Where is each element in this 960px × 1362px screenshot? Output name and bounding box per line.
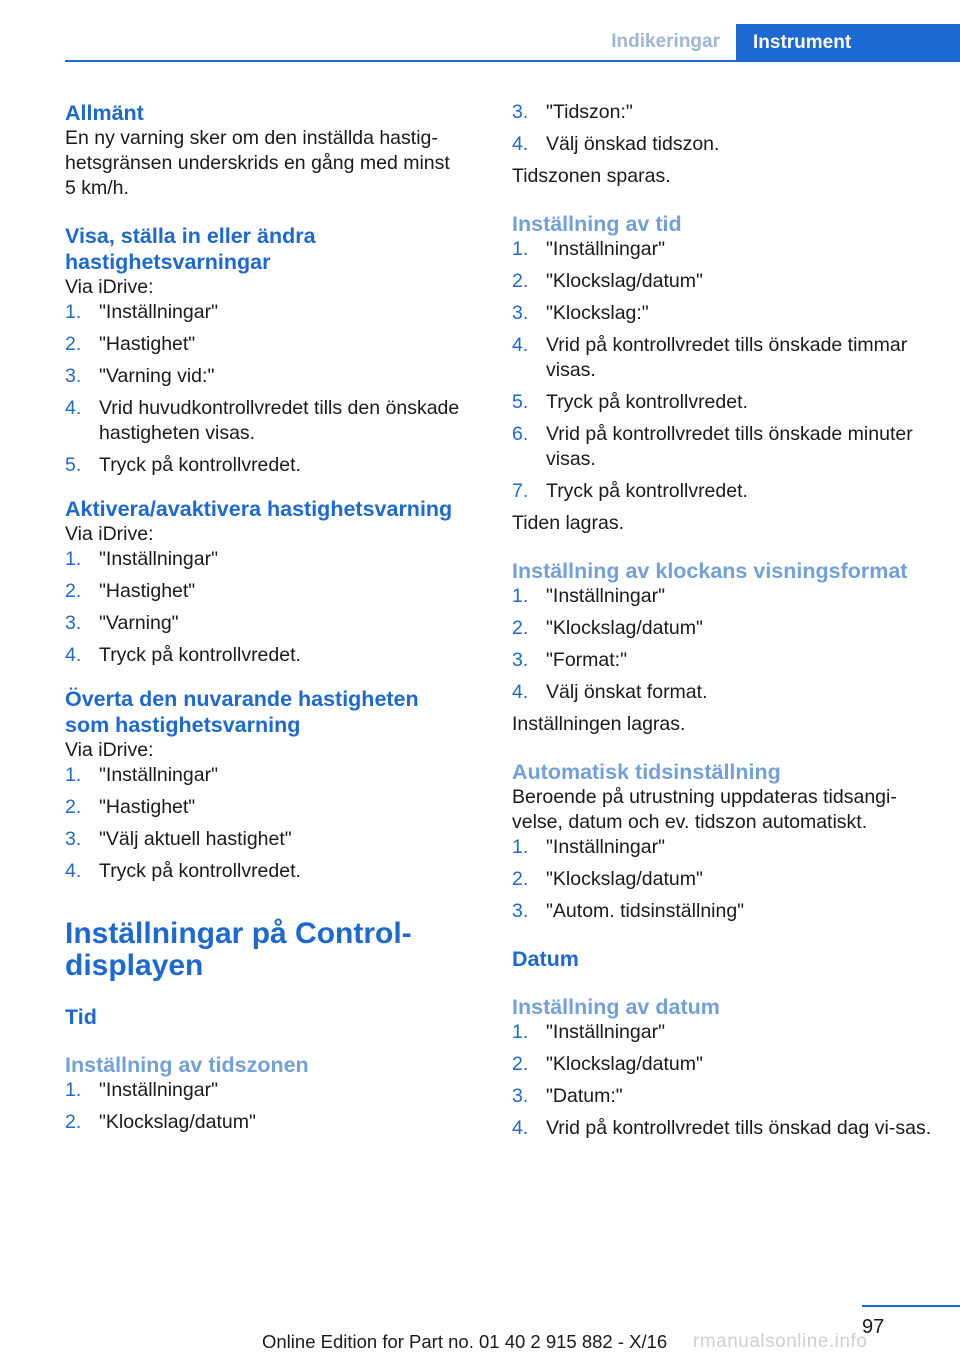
step-text: "Inställningar" bbox=[546, 836, 665, 858]
heading-tid: Tid bbox=[65, 1005, 97, 1029]
list-item bbox=[65, 1078, 483, 1103]
step-number: 2. bbox=[512, 270, 529, 292]
step-number: 7. bbox=[512, 480, 529, 502]
heading-line: Inställningar på Control- bbox=[65, 917, 412, 950]
step-text: "Format:" bbox=[546, 649, 628, 671]
step-text: "Klockslag/datum" bbox=[546, 1053, 703, 1075]
heading-allmant: Allmänt bbox=[65, 101, 144, 125]
list-item bbox=[65, 763, 483, 788]
footer-rule bbox=[862, 1305, 960, 1307]
heading-datum: Datum bbox=[512, 947, 579, 971]
list-item bbox=[65, 795, 483, 820]
step-number: 2. bbox=[65, 333, 82, 355]
step-number: 1. bbox=[512, 836, 529, 858]
step-number: 6. bbox=[512, 423, 529, 445]
step-number: 3. bbox=[512, 1085, 529, 1107]
left-column bbox=[65, 100, 483, 1142]
list-item bbox=[512, 422, 932, 472]
step-number: 1. bbox=[65, 301, 82, 323]
heading-line: displayen bbox=[65, 949, 204, 982]
step-text: Vrid på kontrollvredet tills önskade minuter visas. bbox=[546, 423, 913, 470]
step-number: 2. bbox=[65, 1111, 82, 1133]
heading-line: Överta den nuvarande hastigheten bbox=[65, 687, 419, 711]
list-item bbox=[65, 643, 483, 668]
list-item bbox=[65, 611, 483, 636]
allmant-line: En ny varning sker om den inställda hastig- bbox=[65, 127, 438, 149]
step-number: 4. bbox=[512, 681, 529, 703]
overta-steps bbox=[65, 763, 483, 884]
step-number: 3. bbox=[65, 612, 82, 634]
result-text: Tiden lagras. bbox=[512, 512, 625, 534]
step-number: 1. bbox=[512, 1021, 529, 1043]
step-text: "Varning vid:" bbox=[99, 365, 215, 387]
step-text: Tryck på kontrollvredet. bbox=[99, 644, 301, 666]
auto-line: velse, datum och ev. tidszon automatiskt. bbox=[512, 811, 868, 833]
list-item bbox=[65, 300, 483, 325]
step-text: Vrid på kontrollvredet tills önskad dag vi-sas. bbox=[546, 1117, 932, 1139]
step-text: Välj önskad tidszon. bbox=[546, 133, 720, 155]
heading-overta bbox=[65, 686, 483, 738]
list-item bbox=[512, 680, 932, 705]
heading-visa bbox=[65, 223, 483, 275]
step-text: Tryck på kontrollvredet. bbox=[546, 391, 748, 413]
step-text: "Hastighet" bbox=[99, 796, 196, 818]
header-section-tab[interactable]: Indikeringar bbox=[611, 31, 720, 52]
list-item bbox=[65, 396, 483, 446]
step-text: "Inställningar" bbox=[99, 301, 218, 323]
step-number: 5. bbox=[65, 454, 82, 476]
allmant-line: 5 km/h. bbox=[65, 177, 129, 199]
heading-line: som hastighetsvarning bbox=[65, 713, 301, 737]
step-number: 2. bbox=[512, 617, 529, 639]
list-item bbox=[65, 547, 483, 572]
step-number: 4. bbox=[65, 860, 82, 882]
step-number: 2. bbox=[512, 1053, 529, 1075]
list-item bbox=[512, 867, 932, 892]
step-number: 3. bbox=[512, 649, 529, 671]
heading-line: hastighetsvarningar bbox=[65, 250, 271, 274]
page-number: 97 bbox=[862, 1316, 885, 1338]
result-text: Inställningen lagras. bbox=[512, 713, 686, 735]
list-item bbox=[512, 100, 932, 125]
right-column bbox=[512, 100, 932, 1148]
step-number: 1. bbox=[65, 548, 82, 570]
step-text: "Välj aktuell hastighet" bbox=[99, 828, 292, 850]
step-text: "Inställningar" bbox=[546, 1021, 665, 1043]
step-text: Vrid huvudkontrollvredet tills den önskade hastigheten visas. bbox=[99, 397, 460, 444]
list-item bbox=[512, 1052, 932, 1077]
step-text: "Inställningar" bbox=[99, 1079, 218, 1101]
list-item bbox=[512, 479, 932, 504]
heading-datum-setting: Inställning av datum bbox=[512, 995, 720, 1019]
step-number: 4. bbox=[65, 644, 82, 666]
heading-tidszon: Inställning av tidszonen bbox=[65, 1053, 309, 1077]
step-number: 3. bbox=[512, 101, 529, 123]
step-number: 2. bbox=[65, 796, 82, 818]
step-text: "Hastighet" bbox=[99, 333, 196, 355]
list-item bbox=[65, 579, 483, 604]
step-text: Vrid på kontrollvredet tills önskade timmar visas. bbox=[546, 334, 908, 381]
list-item bbox=[512, 1020, 932, 1045]
list-item bbox=[512, 269, 932, 294]
step-text: "Klockslag/datum" bbox=[546, 270, 703, 292]
step-text: "Varning" bbox=[99, 612, 179, 634]
step-text: "Hastighet" bbox=[99, 580, 196, 602]
step-number: 2. bbox=[512, 868, 529, 890]
step-number: 1. bbox=[512, 585, 529, 607]
format-steps bbox=[512, 584, 932, 705]
step-text: "Klockslag/datum" bbox=[99, 1111, 256, 1133]
step-number: 4. bbox=[512, 133, 529, 155]
step-text: "Klockslag:" bbox=[546, 302, 649, 324]
heading-auto: Automatisk tidsinställning bbox=[512, 760, 781, 784]
heading-aktivera: Aktivera/avaktivera hastighetsvarning bbox=[65, 497, 453, 521]
list-item bbox=[512, 237, 932, 262]
step-number: 1. bbox=[512, 238, 529, 260]
list-item bbox=[65, 453, 483, 478]
step-text: "Inställningar" bbox=[546, 238, 665, 260]
step-number: 3. bbox=[65, 828, 82, 850]
step-number: 4. bbox=[65, 397, 82, 419]
step-text: Tryck på kontrollvredet. bbox=[99, 454, 301, 476]
step-text: "Klockslag/datum" bbox=[546, 868, 703, 890]
list-item bbox=[512, 899, 932, 924]
list-item bbox=[512, 1084, 932, 1109]
tidszon-steps bbox=[65, 1078, 483, 1135]
list-item bbox=[65, 332, 483, 357]
step-number: 2. bbox=[65, 580, 82, 602]
step-text: Tryck på kontrollvredet. bbox=[99, 860, 301, 882]
datum-steps bbox=[512, 1020, 932, 1141]
visa-steps bbox=[65, 300, 483, 478]
step-text: "Tidszon:" bbox=[546, 101, 633, 123]
tid-steps bbox=[512, 237, 932, 504]
via-idrive: Via iDrive: bbox=[65, 739, 154, 761]
step-number: 1. bbox=[65, 764, 82, 786]
step-text: "Klockslag/datum" bbox=[546, 617, 703, 639]
step-number: 5. bbox=[512, 391, 529, 413]
auto-line: Beroende på utrustning uppdateras tidsangi- bbox=[512, 786, 897, 808]
allmant-text bbox=[65, 126, 483, 201]
list-item bbox=[512, 132, 932, 157]
step-text: Tryck på kontrollvredet. bbox=[546, 480, 748, 502]
list-item bbox=[65, 1110, 483, 1135]
step-text: "Inställningar" bbox=[546, 585, 665, 607]
list-item bbox=[512, 584, 932, 609]
header-active-tab[interactable]: Instrument bbox=[736, 24, 960, 62]
list-item bbox=[512, 648, 932, 673]
step-number: 4. bbox=[512, 1117, 529, 1139]
list-item bbox=[512, 301, 932, 326]
step-text: "Inställningar" bbox=[99, 548, 218, 570]
step-number: 1. bbox=[65, 1079, 82, 1101]
watermark: rmanualsonline.info bbox=[693, 1331, 868, 1352]
edition-text: Online Edition for Part no. 01 40 2 915 882 - X/16 bbox=[262, 1331, 668, 1352]
auto-text bbox=[512, 785, 932, 835]
step-number: 3. bbox=[512, 900, 529, 922]
heading-control-display bbox=[65, 918, 483, 982]
list-item bbox=[65, 827, 483, 852]
step-text: "Datum:" bbox=[546, 1085, 623, 1107]
list-item bbox=[512, 390, 932, 415]
heading-tid-setting: Inställning av tid bbox=[512, 212, 682, 236]
step-number: 4. bbox=[512, 334, 529, 356]
heading-line: Visa, ställa in eller ändra bbox=[65, 224, 316, 248]
auto-steps bbox=[512, 835, 932, 924]
list-item bbox=[512, 616, 932, 641]
step-text: "Inställningar" bbox=[99, 764, 218, 786]
header-rule bbox=[65, 60, 960, 62]
heading-format: Inställning av klockans visningsformat bbox=[512, 559, 908, 583]
allmant-line: hetsgränsen underskrids en gång med minst bbox=[65, 152, 450, 174]
step-text: "Autom. tidsinställning" bbox=[546, 900, 745, 922]
step-text: Välj önskat format. bbox=[546, 681, 708, 703]
aktivera-steps bbox=[65, 547, 483, 668]
tidszon-steps-continued bbox=[512, 100, 932, 157]
list-item bbox=[65, 364, 483, 389]
step-number: 3. bbox=[512, 302, 529, 324]
list-item bbox=[512, 835, 932, 860]
list-item bbox=[512, 333, 932, 383]
via-idrive: Via iDrive: bbox=[65, 276, 154, 298]
list-item bbox=[512, 1116, 932, 1141]
result-text: Tidszonen sparas. bbox=[512, 165, 671, 187]
via-idrive: Via iDrive: bbox=[65, 523, 154, 545]
list-item bbox=[65, 859, 483, 884]
step-number: 3. bbox=[65, 365, 82, 387]
